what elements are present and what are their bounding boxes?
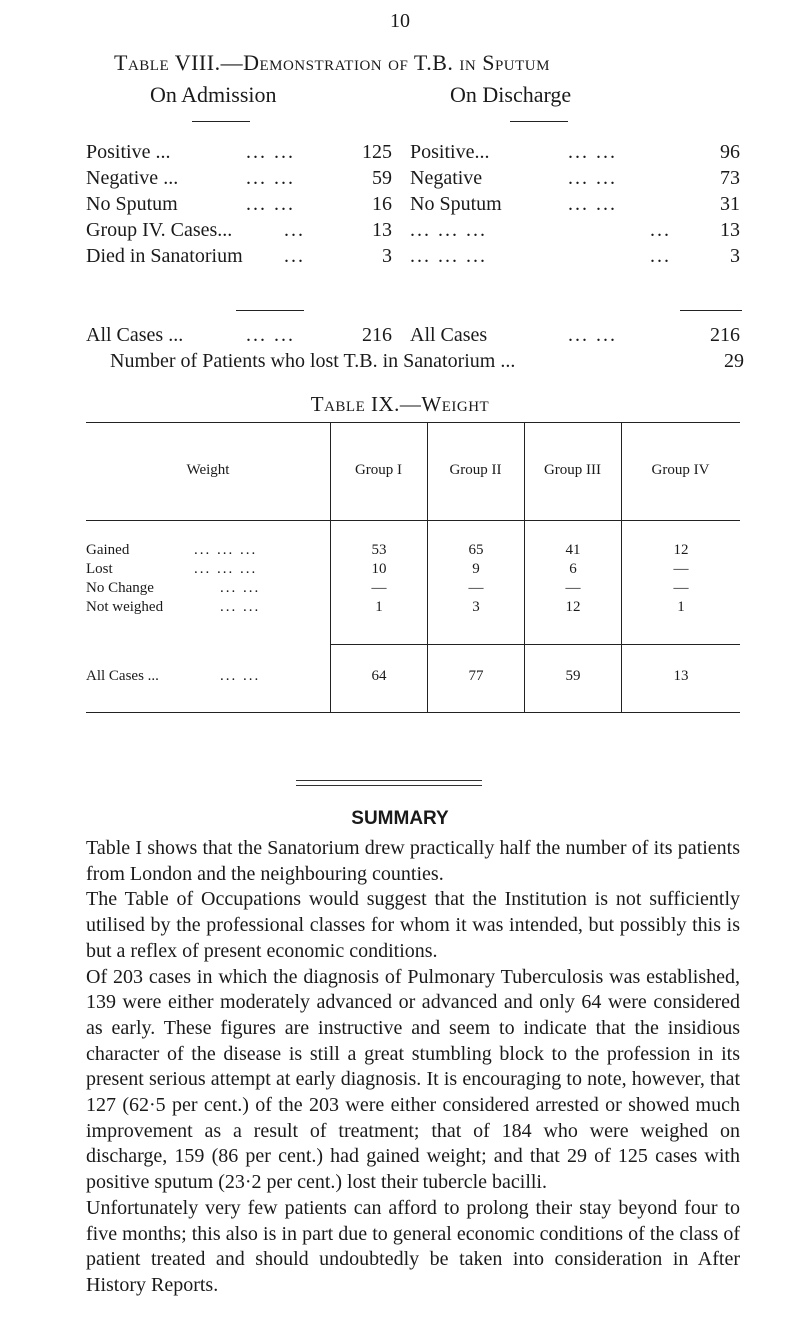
admission-total-value: 216 <box>362 324 392 346</box>
discharge-label: ... ... ... <box>410 219 487 241</box>
admission-value: 16 <box>372 193 392 215</box>
table-cell: 3 <box>472 599 480 615</box>
column-header-group-ii: Group II <box>449 462 502 478</box>
column-header-group-iv: Group IV <box>651 462 710 478</box>
leader-dots: ... ... ... <box>194 542 258 558</box>
row-label: Lost <box>86 561 113 577</box>
table-row <box>86 193 746 219</box>
table-cell: 53 <box>371 542 387 558</box>
column-header-group-iii: Group III <box>543 462 602 478</box>
section-divider <box>296 785 482 786</box>
lost-tb-value: 29 <box>724 350 744 372</box>
table-cell: 1 <box>375 599 383 615</box>
table-cell: 12 <box>673 542 689 558</box>
discharge-value: 96 <box>720 141 740 163</box>
table-cell: — <box>673 561 689 577</box>
table-row <box>86 245 746 271</box>
admission-label: Negative ... <box>86 167 179 189</box>
discharge-label: No Sputum <box>410 193 502 215</box>
table-row <box>86 167 746 193</box>
total-cell: 64 <box>371 668 387 684</box>
summary-text <box>86 836 740 1299</box>
leader-dots: ... <box>284 245 305 267</box>
admission-heading-rule <box>192 121 250 122</box>
discharge-label: Negative <box>410 167 483 189</box>
summary-paragraph: Unfortunately very few patients can afford to prolong their stay beyond four to five months; this also is in part due to general economic conditions of the class of patient treated and should undoubtedly be taken into consideration in After History Reports. <box>86 1196 740 1296</box>
total-row-label: All Cases ... <box>86 668 159 684</box>
discharge-heading-rule <box>510 121 568 122</box>
section-divider <box>296 780 482 781</box>
leader-dots: ... <box>650 245 671 267</box>
admission-label: No Sputum <box>86 193 178 215</box>
discharge-value: 3 <box>730 245 740 267</box>
leader-dots: ... ... <box>568 193 617 215</box>
discharge-value: 31 <box>720 193 740 215</box>
leader-dots: ... ... <box>246 193 295 215</box>
leader-dots: ... <box>650 219 671 241</box>
column-header-weight: Weight <box>186 462 230 478</box>
table-cell: 6 <box>569 561 577 577</box>
table-viii-title: Table VIII.—Demonstration of T.B. in Sputum <box>114 50 550 75</box>
total-top-rule <box>330 644 740 645</box>
leader-dots: ... ... <box>220 599 261 615</box>
table-cell: 41 <box>565 542 581 558</box>
discharge-label: ... ... ... <box>410 245 487 267</box>
admission-value: 13 <box>372 219 392 241</box>
header-bottom-rule <box>86 520 740 521</box>
table-cell: 1 <box>677 599 685 615</box>
total-cell: 59 <box>565 668 581 684</box>
page-number: 10 <box>390 10 410 32</box>
on-admission-heading: On Admission <box>150 82 277 107</box>
table-cell: — <box>673 580 689 596</box>
table-cell: 12 <box>565 599 581 615</box>
leader-dots: ... ... <box>568 324 617 346</box>
lost-tb-text: Number of Patients who lost T.B. in Sanatorium ... <box>110 350 516 372</box>
table-row <box>86 219 746 245</box>
admission-total-label: All Cases ... <box>86 324 184 346</box>
total-cell: 13 <box>673 668 689 684</box>
leader-dots: ... ... <box>220 580 261 596</box>
summary-paragraph: Table I shows that the Sanatorium drew practically half the number of its patients from London and the neighbouring counties. <box>86 837 740 885</box>
table-bottom-rule <box>86 712 740 713</box>
admission-label: Positive ... <box>86 141 171 163</box>
weight-table <box>86 422 740 742</box>
table-cell: 10 <box>371 561 387 577</box>
table-cell: — <box>371 580 387 596</box>
admission-value: 3 <box>382 245 392 267</box>
leader-dots: ... ... <box>220 668 261 684</box>
discharge-total-value: 216 <box>710 324 740 346</box>
discharge-total-rule <box>680 310 742 311</box>
leader-dots: ... ... ... <box>194 561 258 577</box>
discharge-total-label: All Cases <box>410 324 488 346</box>
column-header-group-i: Group I <box>354 462 403 478</box>
summary-title: SUMMARY <box>351 808 449 829</box>
leader-dots: ... ... <box>568 141 617 163</box>
table-ix-title: Table IX.—Weight <box>310 392 490 416</box>
total-cell: 77 <box>468 668 484 684</box>
leader-dots: ... ... <box>246 324 295 346</box>
admission-value: 59 <box>372 167 392 189</box>
leader-dots: ... ... <box>568 167 617 189</box>
table-row <box>86 141 746 167</box>
leader-dots: ... ... <box>246 141 295 163</box>
row-label: Not weighed <box>86 599 164 615</box>
summary-paragraph: Of 203 cases in which the diagnosis of Pulmonary Tuberculosis was established, 139 were either moderately advanced or advanced and only 64 were considered as early. These figures are instructive and seem to indicate that the insidious character of the disease is still a great stumbling block to the profession in its present serious attempt at early diagnosis. It is encouraging to note, however, that 127 (62·5 per cent.) of the 203 were either considered arrested or showed much improvement as a result of treatment; that of 184 who were weighed on discharge, 159 (86 per cent.) had gained weight; and that 29 of 125 cases with positive sputum (23·2 per cent.) lost their tubercle bacilli. <box>86 965 740 1194</box>
admission-value: 125 <box>362 141 392 163</box>
admission-total-rule <box>236 310 304 311</box>
row-label: Gained <box>86 542 130 558</box>
discharge-value: 13 <box>720 219 740 241</box>
summary-paragraph: The Table of Occupations would suggest that the Institution is not sufficiently utilised by the professional classes for whom it was intended, but possibly this is but a reflex of present economic conditions. <box>86 888 740 962</box>
row-label: No Change <box>86 580 154 596</box>
discharge-label: Positive... <box>410 141 490 163</box>
table-cell: — <box>565 580 581 596</box>
discharge-value: 73 <box>720 167 740 189</box>
table-cell: 9 <box>472 561 480 577</box>
table-top-rule <box>86 422 740 423</box>
admission-label: Group IV. Cases... <box>86 219 233 241</box>
lost-tb-line <box>110 350 744 373</box>
admission-label: Died in Sanatorium <box>86 245 243 267</box>
on-discharge-heading: On Discharge <box>450 82 572 107</box>
table-cell: 65 <box>468 542 484 558</box>
leader-dots: ... <box>284 219 305 241</box>
table-total-row <box>86 324 746 350</box>
leader-dots: ... ... <box>246 167 295 189</box>
table-cell: — <box>468 580 484 596</box>
